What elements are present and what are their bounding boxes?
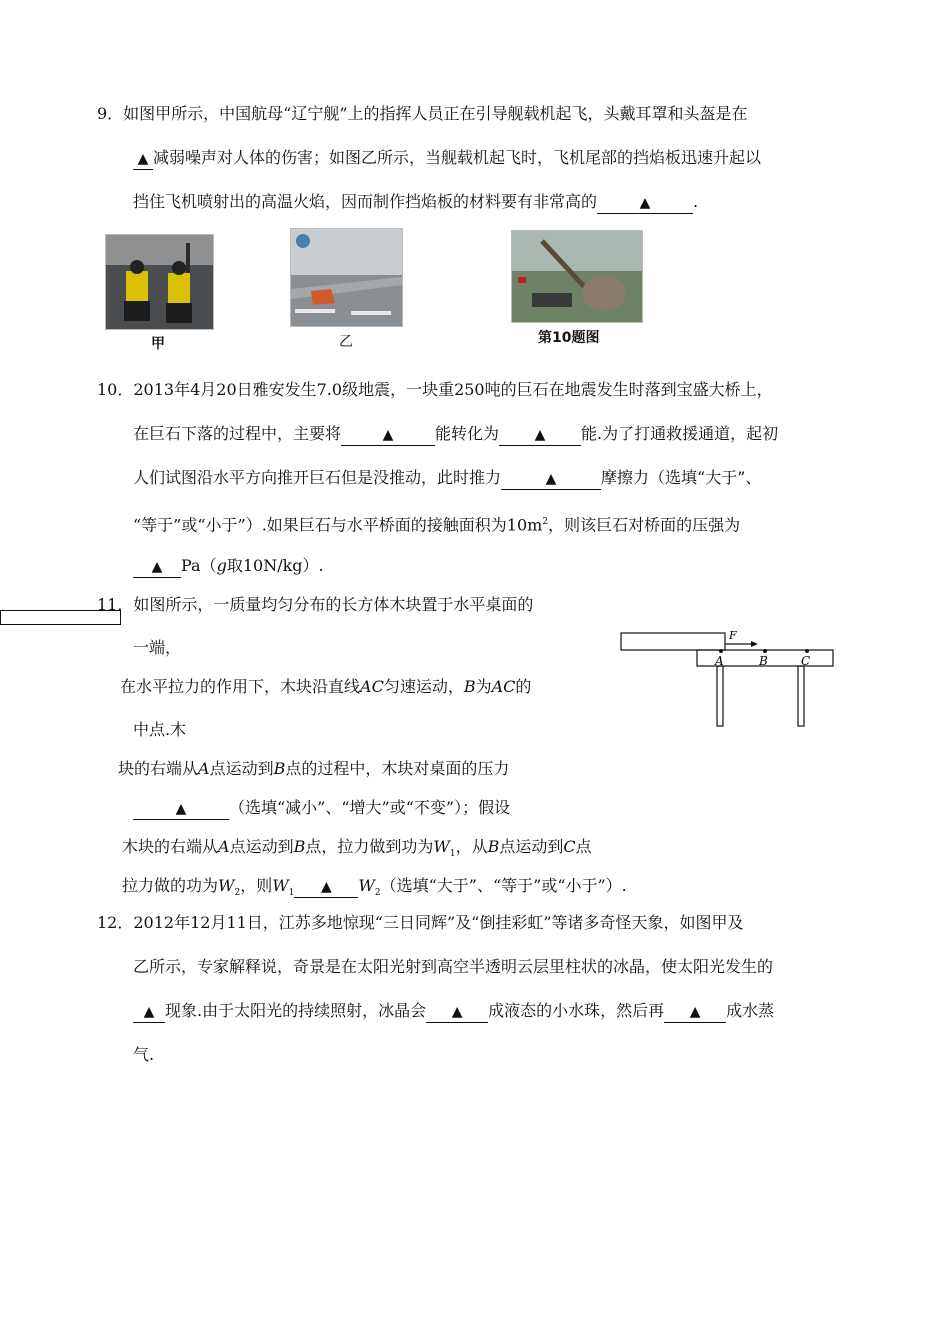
point-B bbox=[763, 649, 767, 653]
figure-10-caption: 第10题图 bbox=[538, 330, 600, 346]
q11-var: B bbox=[463, 677, 476, 696]
q11-text: （选填“减小”、“增大”或“不变”）；假设 bbox=[229, 798, 511, 817]
q11-text: 为 bbox=[475, 677, 492, 696]
q11-text: 块的右端从 bbox=[118, 759, 199, 778]
answer-blank[interactable]: ▲ bbox=[597, 193, 693, 214]
point-A bbox=[719, 649, 723, 653]
answer-blank[interactable]: ▲ bbox=[133, 1002, 165, 1023]
q11-var: W bbox=[218, 876, 235, 895]
q11-var: A bbox=[218, 837, 230, 856]
q11-text: 点运动到 bbox=[209, 759, 274, 778]
answer-blank[interactable]: ▲ bbox=[426, 1002, 488, 1023]
q11-text: ，则 bbox=[240, 876, 273, 895]
q11-text: 木块的右端从 bbox=[122, 837, 219, 856]
q11-text: （选填“大于”、“等于”或“小于”）. bbox=[380, 876, 627, 895]
q11-line-7 bbox=[122, 836, 592, 865]
q9-text: . bbox=[693, 192, 699, 211]
q11-text: 匀速运动， bbox=[383, 677, 464, 696]
q11-text: 点 bbox=[575, 837, 592, 856]
answer-blank[interactable]: ▲ bbox=[133, 799, 229, 820]
q11-line-4: 中点.木 bbox=[133, 720, 187, 739]
q11-text: 点运动到 bbox=[229, 837, 294, 856]
answer-blank[interactable]: ▲ bbox=[133, 557, 181, 578]
label-C: C bbox=[801, 654, 811, 668]
q12-text: 现象.由于太阳光的持续照射，冰晶会 bbox=[165, 1001, 427, 1020]
table-block-diagram bbox=[615, 622, 840, 732]
q11-var: W bbox=[272, 876, 289, 895]
q11-var: W bbox=[358, 876, 375, 895]
answer-blank[interactable]: ▲ bbox=[664, 1002, 726, 1023]
q11-line-5 bbox=[118, 758, 509, 780]
q11-line-8 bbox=[122, 875, 627, 904]
q11-var: A bbox=[198, 759, 210, 778]
q9-line-2 bbox=[133, 147, 761, 170]
q10-text: ，则该巨石对桥面的压强为 bbox=[548, 515, 741, 535]
q10-line-5 bbox=[133, 555, 324, 578]
q11-var: B bbox=[487, 837, 500, 856]
q11-line-3 bbox=[120, 676, 531, 698]
q11-text: 的 bbox=[515, 677, 532, 696]
q11-text: 在水平拉力的作用下，木块沿直线 bbox=[120, 677, 361, 696]
table-leg-right bbox=[798, 666, 804, 726]
q11-text: 拉力做的功为 bbox=[122, 876, 219, 895]
q10-text: “等于”或“小于”）.如果巨石与水平桥面的接触面积为10m bbox=[133, 515, 543, 535]
q12-line-4: 气. bbox=[133, 1045, 155, 1064]
q11-var: B bbox=[293, 837, 306, 856]
figure-jia-photo bbox=[105, 234, 214, 330]
q11-subscript: 1 bbox=[449, 849, 456, 860]
q10-var-g: g bbox=[216, 556, 227, 575]
answer-blank[interactable]: ▲ bbox=[499, 425, 581, 446]
q10-text: 取10N/kg）. bbox=[226, 556, 324, 575]
q10-text: Pa（ bbox=[181, 556, 217, 575]
q11-var: AC bbox=[360, 677, 384, 696]
q11-text: 点的过程中，木块对桌面的压力 bbox=[285, 759, 510, 778]
arrow-head-icon bbox=[751, 641, 758, 647]
q9-text: 挡住飞机喷射出的高温火焰，因而制作挡焰板的材料要有非常高的 bbox=[133, 192, 598, 211]
q9-line-1: 9．如图甲所示，中国航母“辽宁舰”上的指挥人员正在引导舰载机起飞，头戴耳罩和头盔是在 bbox=[97, 104, 748, 123]
label-F: F bbox=[729, 629, 737, 642]
answer-blank[interactable]: ▲ bbox=[294, 877, 358, 898]
answer-blank[interactable]: ▲ bbox=[133, 149, 153, 170]
q10-text: 人们试图沿水平方向推开巨石但是没推动，此时推力 bbox=[133, 468, 502, 487]
q11-line-1: 11．如图所示，一质量均匀分布的长方体木块置于水平桌面的 bbox=[97, 595, 534, 614]
q10-superscript: 2 bbox=[542, 517, 549, 527]
wooden-block bbox=[621, 633, 725, 650]
q11-var: B bbox=[273, 759, 286, 778]
figure-jia-caption: 甲 bbox=[151, 336, 165, 352]
q10-text: 摩擦力（选填“大于”、 bbox=[601, 468, 762, 487]
q10-text: 能.为了打通救援通道，起初 bbox=[581, 424, 779, 443]
q12-line-1: 12．2012年12月11日，江苏多地惊现“三日同辉”及“倒挂彩虹”等诸多奇怪天象，如图甲及 bbox=[97, 913, 744, 932]
q9-text: 减弱噪声对人体的伤害；如图乙所示，当舰载机起飞时，飞机尾部的挡焰板迅速升起以 bbox=[153, 148, 762, 167]
q11-subscript: 2 bbox=[234, 888, 241, 899]
q11-line-2: 一端， bbox=[133, 638, 182, 657]
label-B: B bbox=[759, 654, 768, 668]
q11-var: AC bbox=[491, 677, 516, 696]
table-leg-left bbox=[717, 666, 723, 726]
figure-yi-photo bbox=[290, 228, 403, 327]
point-C bbox=[805, 649, 809, 653]
q12-line-3 bbox=[133, 1000, 774, 1023]
answer-blank[interactable]: ▲ bbox=[341, 425, 435, 446]
figure-10-photo bbox=[511, 230, 643, 323]
q10-line-3 bbox=[133, 467, 761, 490]
figure-yi-caption: 乙 bbox=[339, 334, 353, 350]
q9-line-3 bbox=[133, 191, 698, 214]
q11-subscript: 2 bbox=[374, 888, 381, 899]
q12-text: 成水蒸 bbox=[726, 1001, 775, 1020]
q11-text: 点，拉力做到功为 bbox=[305, 837, 434, 856]
q11-line-6 bbox=[133, 797, 510, 820]
q11-var: C bbox=[563, 837, 576, 856]
q10-line-2 bbox=[133, 423, 778, 446]
q11-var: W bbox=[433, 837, 450, 856]
q11-text: 点运动到 bbox=[499, 837, 564, 856]
q10-line-4 bbox=[133, 511, 740, 536]
q10-text: 在巨石下落的过程中，主要将 bbox=[133, 424, 342, 443]
q10-text: 能转化为 bbox=[435, 424, 500, 443]
q11-text: ，从 bbox=[455, 837, 488, 856]
label-A: A bbox=[715, 654, 724, 668]
q10-line-1: 10．2013年4月20日雅安发生7.0级地震，一块重250吨的巨石在地震发生时落到宝盛大桥上， bbox=[97, 380, 773, 399]
answer-blank[interactable]: ▲ bbox=[501, 469, 601, 490]
q11-subscript: 1 bbox=[288, 888, 295, 899]
q12-line-2: 乙所示，专家解释说，奇景是在太阳光射到高空半透明云层里柱状的冰晶，使太阳光发生的 bbox=[133, 957, 774, 976]
q12-text: 成液态的小水珠，然后再 bbox=[488, 1001, 665, 1020]
